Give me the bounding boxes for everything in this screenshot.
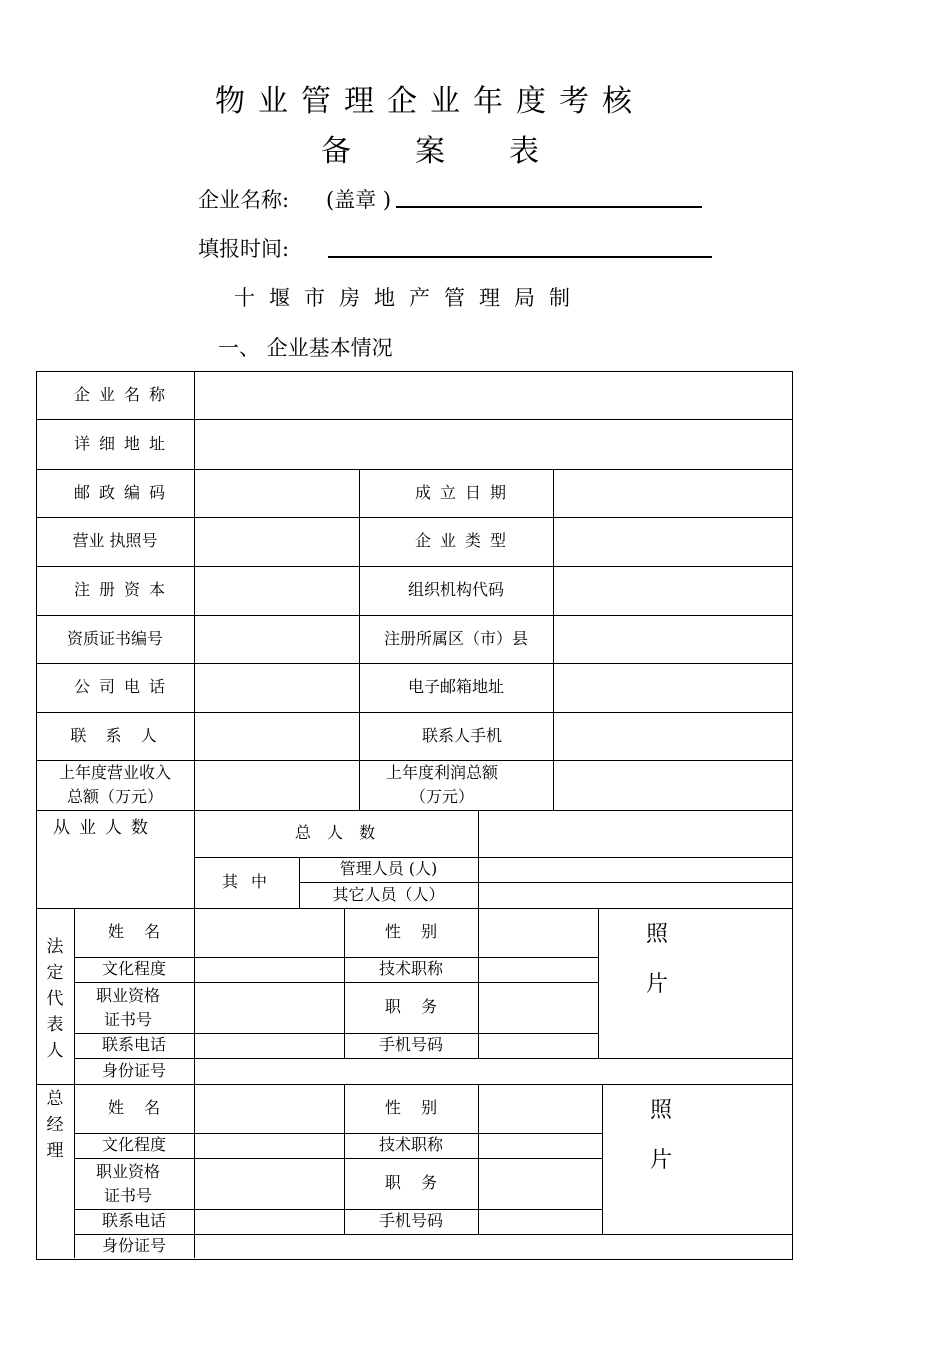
- label-gm-education: 文化程度: [101, 1135, 166, 1155]
- others-input[interactable]: [479, 883, 791, 908]
- gm-phone-input[interactable]: [195, 1210, 344, 1234]
- company-type-input[interactable]: [554, 518, 791, 566]
- phone-input[interactable]: [195, 664, 359, 712]
- lr-photo-placeholder[interactable]: 照片: [645, 922, 668, 997]
- registered-capital-input[interactable]: [195, 567, 359, 615]
- section-title: 一、 企业基本情况: [218, 336, 393, 360]
- email-input[interactable]: [554, 664, 791, 712]
- gm-title-input[interactable]: [479, 1134, 602, 1158]
- label-staff-total: 总 人 数: [294, 823, 378, 843]
- label-lr-cert-no: 职业资格 证书号: [95, 985, 160, 1029]
- label-gm-cert-no: 职业资格 证书号: [95, 1161, 160, 1205]
- lr-mobile-input[interactable]: [479, 1034, 598, 1058]
- label-phone: 公司电话: [73, 677, 174, 697]
- label-postal-code: 邮政编码: [73, 482, 174, 502]
- label-gm-mobile: 手机号码: [378, 1211, 443, 1231]
- label-lr-id-no: 身份证号: [101, 1060, 166, 1080]
- label-legal-rep: 法定代表人: [46, 937, 64, 1061]
- label-lr-phone: 联系电话: [101, 1035, 166, 1055]
- contact-mobile-input[interactable]: [554, 713, 791, 760]
- title-char: 备: [321, 134, 351, 169]
- staff-total-input[interactable]: [479, 811, 791, 857]
- label-registered-capital: 注册资本: [73, 580, 174, 600]
- label-established-date: 成立日期: [414, 482, 515, 502]
- label-managers: 管理人员 (人): [339, 859, 438, 879]
- fill-time-field[interactable]: [328, 256, 712, 258]
- gm-education-input[interactable]: [195, 1134, 344, 1158]
- lr-gender-input[interactable]: [479, 909, 598, 957]
- label-email: 电子邮箱地址: [407, 677, 504, 697]
- form-title-line1: 物业管理企业年度考核: [215, 84, 645, 119]
- gm-mobile-input[interactable]: [479, 1210, 602, 1234]
- label-general-manager: 总经理: [46, 1089, 64, 1161]
- label-business-license: 营业 执照号: [72, 531, 158, 551]
- label-contact-mobile: 联系人手机: [421, 725, 502, 745]
- org-code-input[interactable]: [554, 567, 791, 615]
- last-profit-input[interactable]: [554, 761, 791, 810]
- label-company-type: 企业类型: [414, 531, 515, 551]
- gm-cert-no-input[interactable]: [195, 1159, 344, 1209]
- label-company-name: 企业名称: [73, 384, 174, 404]
- company-name-label: 企业名称:: [198, 188, 290, 212]
- label-others: 其它人员（人）: [332, 884, 445, 904]
- company-name-input[interactable]: [195, 372, 791, 419]
- lr-id-no-input[interactable]: [195, 1059, 791, 1084]
- label-lr-gender: 性 别: [384, 922, 438, 942]
- label-contact: 联 系 人: [70, 725, 160, 745]
- lr-position-input[interactable]: [479, 983, 598, 1033]
- lr-title-input[interactable]: [479, 958, 598, 982]
- label-gm-title: 技术职称: [378, 1135, 443, 1155]
- label-lr-mobile: 手机号码: [378, 1035, 443, 1055]
- label-qualification-no: 资质证书编号: [66, 628, 163, 648]
- gm-position-input[interactable]: [479, 1159, 602, 1209]
- label-gm-id-no: 身份证号: [101, 1235, 166, 1255]
- district-input[interactable]: [554, 616, 791, 663]
- label-lr-position: 职 务: [384, 997, 438, 1017]
- title-char: 案: [415, 134, 445, 169]
- label-last-revenue: 上年度营业收入 总额（万元）: [58, 763, 171, 806]
- label-org-code: 组织机构代码: [407, 580, 504, 600]
- label-address: 详细地址: [73, 433, 174, 453]
- managers-input[interactable]: [479, 858, 791, 882]
- label-staff: 从业人数: [53, 818, 157, 838]
- lr-cert-no-input[interactable]: [195, 983, 344, 1033]
- label-lr-name: 姓 名: [107, 922, 161, 942]
- label-last-profit: 上年度利润总额 （万元）: [385, 763, 498, 806]
- lr-name-input[interactable]: [195, 909, 344, 957]
- address-input[interactable]: [195, 420, 791, 469]
- postal-code-input[interactable]: [195, 470, 359, 517]
- label-gm-gender: 性 别: [384, 1098, 438, 1118]
- contact-input[interactable]: [195, 713, 359, 760]
- business-license-input[interactable]: [195, 518, 359, 566]
- company-name-field[interactable]: [396, 206, 702, 208]
- label-lr-title: 技术职称: [378, 959, 443, 979]
- label-gm-phone: 联系电话: [101, 1211, 166, 1231]
- label-lr-education: 文化程度: [101, 959, 166, 979]
- lr-phone-input[interactable]: [195, 1034, 344, 1058]
- title-char: 表: [509, 134, 539, 169]
- label-district: 注册所属区（市）县: [383, 628, 528, 648]
- qualification-no-input[interactable]: [195, 616, 359, 663]
- gm-gender-input[interactable]: [479, 1085, 602, 1133]
- gm-name-input[interactable]: [195, 1085, 344, 1133]
- last-revenue-input[interactable]: [195, 761, 359, 810]
- gm-photo-placeholder[interactable]: 照片: [649, 1098, 672, 1173]
- label-gm-position: 职 务: [384, 1173, 438, 1193]
- established-date-input[interactable]: [554, 470, 791, 517]
- label-gm-name: 姓 名: [107, 1098, 161, 1118]
- label-of-which: 其 中: [221, 872, 272, 892]
- lr-education-input[interactable]: [195, 958, 344, 982]
- seal-note: (盖章 ): [326, 188, 392, 212]
- gm-id-no-input[interactable]: [195, 1235, 791, 1258]
- form-title-line2: [0, 126, 860, 170]
- fill-time-label: 填报时间:: [198, 237, 290, 261]
- issuer-text: 十堰市房地产管理局制: [234, 286, 584, 310]
